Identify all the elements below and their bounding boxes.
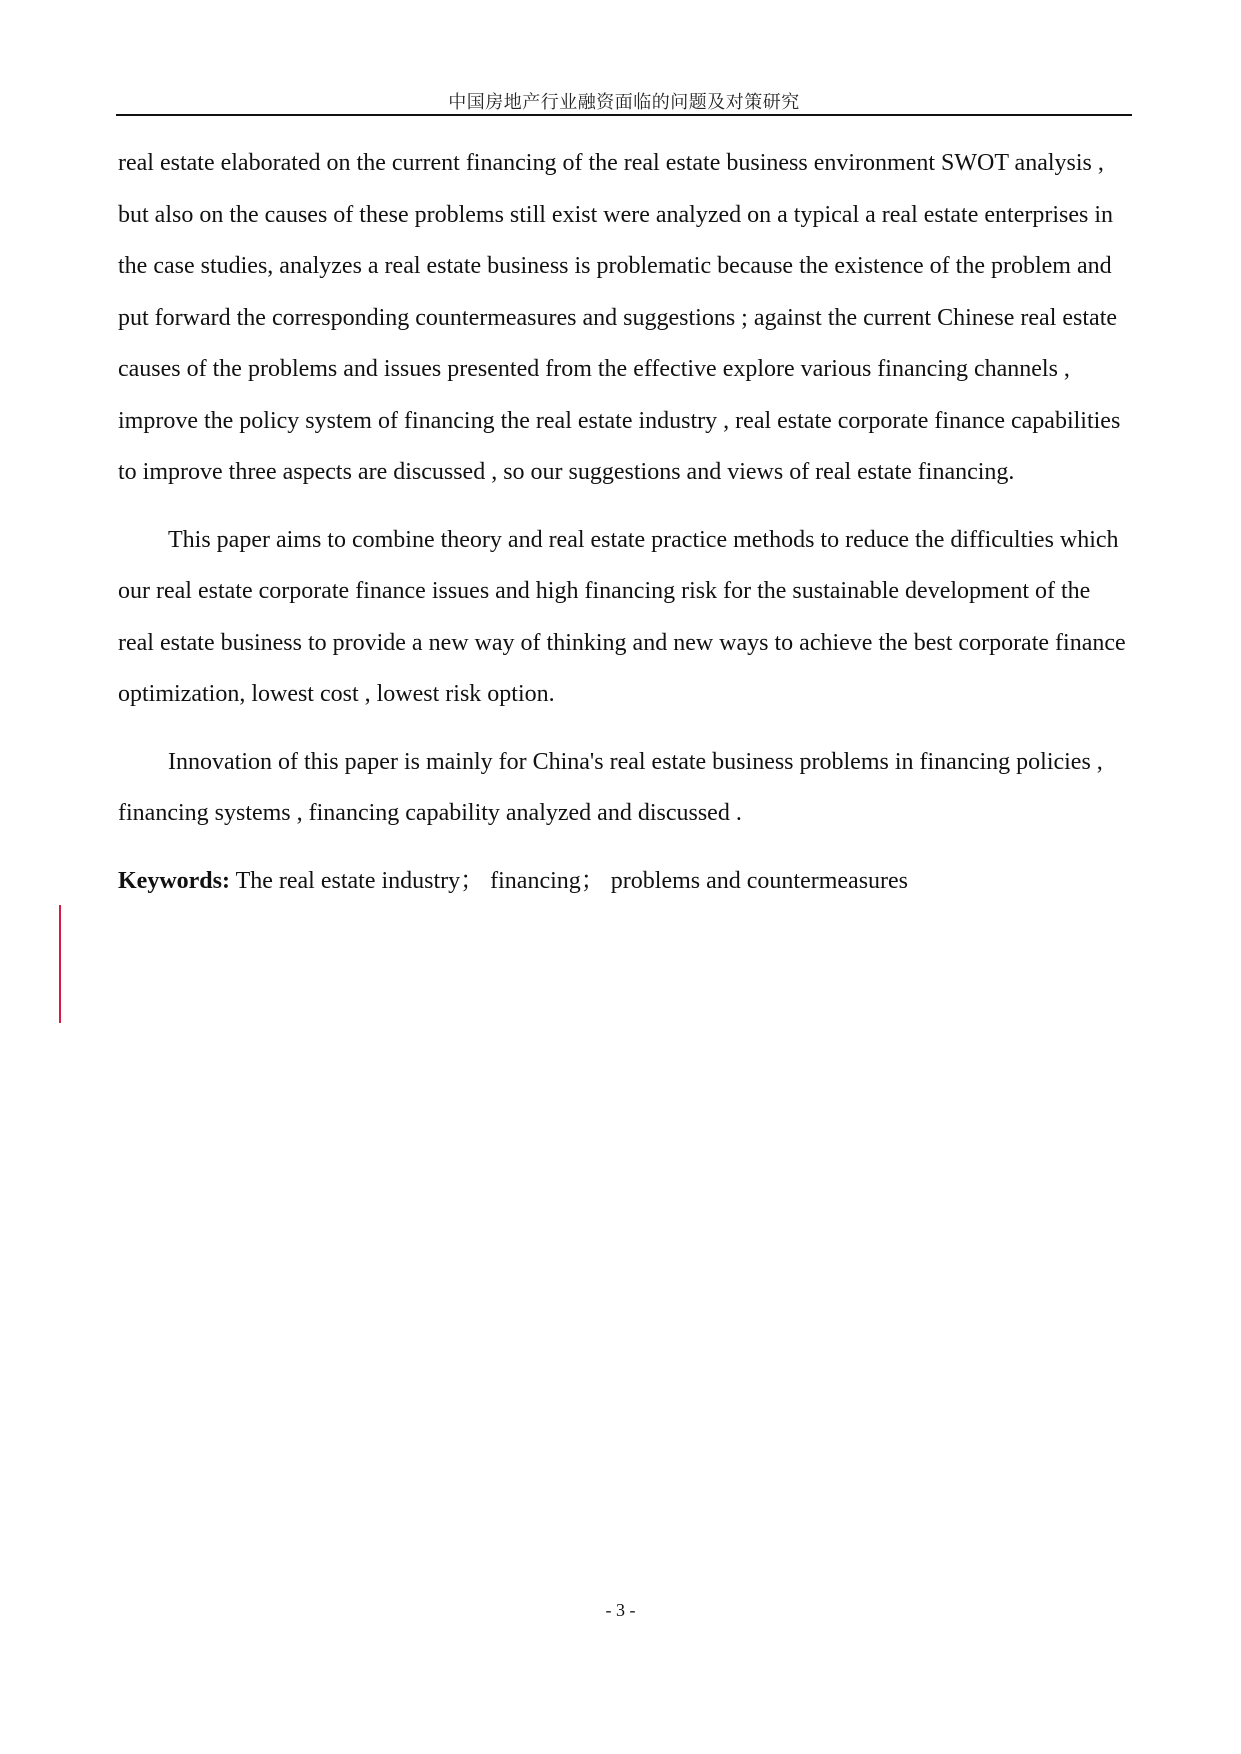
paragraph-1: real estate elaborated on the current financing of the real estate business environment SWOT analysis , but also on the causes of these problems still exist were analyzed on a typical a real estate enterprises in the case studies, analyzes a real estate business is problematic because the existence of the problem and put forward the corresponding countermeasures and suggestions ; against the current Chinese real estate causes of the problems and issues presented from the effective explore various financing channels , improve the policy system of financing the real estate industry , real estate corporate finance capabilities to improve three aspects are discussed , so our suggestions and views of real estate financing.: [118, 150, 1121, 485]
keyword-separator: ；: [580, 867, 605, 894]
keyword-item: The real estate industry: [235, 867, 461, 894]
page-number: - 3 -: [605, 1600, 636, 1620]
keyword-separator: ；: [460, 867, 485, 894]
keywords-line: [118, 856, 1128, 908]
header-rule: [116, 114, 1132, 116]
running-header: 中国房地产行业融资面临的问题及对策研究: [448, 92, 800, 112]
keyword-item: financing: [490, 867, 581, 894]
paragraph-2: This paper aims to combine theory and real estate practice methods to reduce the difficulties which our real estate corporate finance issues and high financing risk for the sustainable development of the real estate business to provide a new way of thinking and new ways to achieve the best corporate finance optimization, lowest cost , lowest risk option.: [118, 526, 1126, 707]
abstract-body: [118, 138, 1128, 907]
keyword-item: problems and countermeasures: [610, 867, 909, 894]
margin-change-bar: [59, 905, 61, 1023]
paragraph-3: Innovation of this paper is mainly for China's real estate business problems in financing policies , financing systems , financing capability analyzed and discussed .: [118, 748, 1103, 826]
keywords-label: Keywords:: [118, 867, 230, 894]
